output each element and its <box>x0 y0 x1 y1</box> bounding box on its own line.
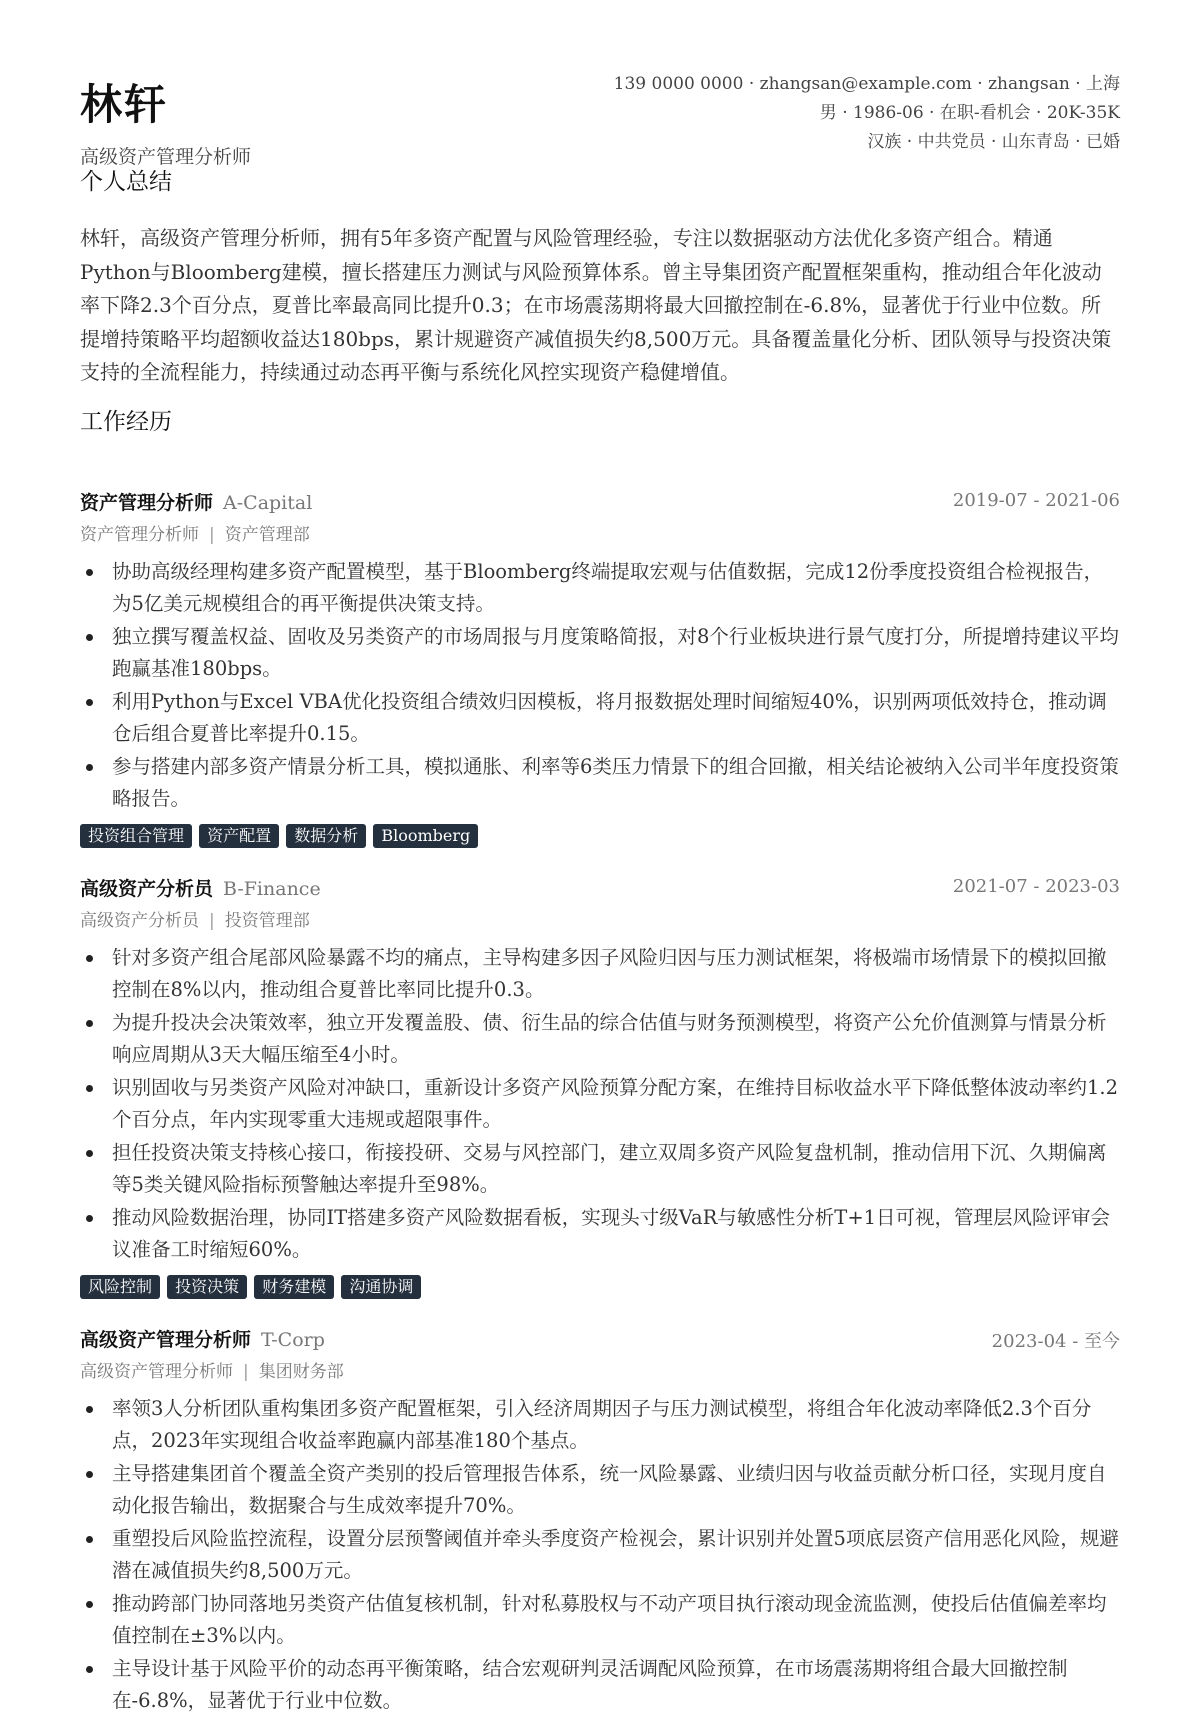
job-subtitle <box>80 1357 1120 1387</box>
bullet-item: 利用Python与Excel VBA优化投资组合绩效归因模板，将月报数据处理时间缩短40%，识别两项低效持仓，推动调仓后组合夏普比率提升0.15。 <box>80 686 1120 750</box>
contact-line: 汉族 · 中共党员 · 山东青岛 · 已婚 <box>867 132 1120 152</box>
skill-tags <box>80 1275 1120 1301</box>
job-company: B-Finance <box>223 878 321 900</box>
job-position: 资产管理分析师 <box>80 525 199 545</box>
bullet-item: 为提升投决会决策效率，独立开发覆盖股、债、衍生品的综合估值与财务预测模型，将资产公允价值测算与情景分析响应周期从3天大幅压缩至4小时。 <box>80 1007 1120 1071</box>
bullet-item: 重塑投后风险监控流程，设置分层预警阈值并牵头季度资产检视会，累计识别并处置5项底层资产信用恶化风险，规避潜在减值损失约8,500万元。 <box>80 1523 1120 1587</box>
separator: | <box>209 525 215 545</box>
bullet-item: 针对多资产组合尾部风险暴露不均的痛点，主导构建多因子风险归因与压力测试框架，将极端市场情景下的模拟回撤控制在8%以内，推动组合夏普比率同比提升0.3。 <box>80 942 1120 1006</box>
job-department: 投资管理部 <box>224 911 310 931</box>
skill-tag: 资产配置 <box>199 824 279 848</box>
bullet-item: 独立撰写覆盖权益、固收及另类资产的市场周报与月度策略简报，对8个行业板块进行景气度打分，所提增持建议平均跑赢基准180bps。 <box>80 621 1120 685</box>
separator: | <box>209 911 215 931</box>
job-entry <box>80 488 1120 850</box>
job-position: 高级资产分析员 <box>80 911 199 931</box>
contact-line: 139 0000 0000 · zhangsan@example.com · zhangsan · 上海 <box>613 74 1120 94</box>
job-position: 高级资产管理分析师 <box>80 1362 233 1382</box>
job-dates: 2023-04 - 至今 <box>991 1331 1120 1352</box>
skill-tag: Bloomberg <box>373 824 478 848</box>
skill-tag: 财务建模 <box>254 1275 334 1299</box>
job-entry <box>80 1325 1120 1718</box>
summary-heading: 个人总结 <box>80 169 172 195</box>
job-bullets <box>80 556 1120 815</box>
job-bullets <box>80 1393 1120 1717</box>
job-bullets <box>80 942 1120 1266</box>
job-dates: 2019-07 - 2021-06 <box>952 490 1120 511</box>
skill-tag: 投资决策 <box>167 1275 247 1299</box>
candidate-name: 林轩 <box>80 80 169 129</box>
bullet-item: 担任投资决策支持核心接口，衔接投研、交易与风控部门，建立双周多资产风险复盘机制，推动信用下沉、久期偏离等5类关键风险指标预警触达率提升至98%。 <box>80 1137 1120 1201</box>
job-role: 高级资产管理分析师 <box>80 1329 252 1351</box>
bullet-item: 参与搭建内部多资产情景分析工具，模拟通胀、利率等6类压力情景下的组合回撤，相关结论被纳入公司半年度投资策略报告。 <box>80 751 1120 815</box>
contact-line: 男 · 1986-06 · 在职-看机会 · 20K-35K <box>819 103 1120 123</box>
job-subtitle <box>80 906 1120 936</box>
job-header <box>80 874 1120 904</box>
job-department: 资产管理部 <box>224 525 310 545</box>
job-department: 集团财务部 <box>258 1362 344 1382</box>
bullet-item: 识别固收与另类资产风险对冲缺口，重新设计多资产风险预算分配方案，在维持目标收益水平下降低整体波动率约1.2个百分点，年内实现零重大违规或超限事件。 <box>80 1072 1120 1136</box>
skill-tag: 沟通协调 <box>341 1275 421 1299</box>
job-dates: 2021-07 - 2023-03 <box>952 876 1120 897</box>
job-role: 资产管理分析师 <box>80 492 214 514</box>
bullet-item: 主导设计基于风险平价的动态再平衡策略，结合宏观研判灵活调配风险预算，在市场震荡期将组合最大回撤控制在-6.8%，显著优于行业中位数。 <box>80 1653 1120 1717</box>
skill-tag: 数据分析 <box>286 824 366 848</box>
bullet-item: 率领3人分析团队重构集团多资产配置框架，引入经济周期因子与压力测试模型，将组合年化波动率降低2.3个百分点，2023年实现组合收益率跑赢内部基准180个基点。 <box>80 1393 1120 1457</box>
skill-tags <box>80 824 1120 850</box>
job-header <box>80 488 1120 518</box>
summary-text: 林轩，高级资产管理分析师，拥有5年多资产配置与风险管理经验，专注以数据驱动方法优化多资产组合。精通Python与Bloomberg建模，擅长搭建压力测试与风险预算体系。曾主导集团资产配置框架重构，推动组合年化波动率下降2.3个百分点，夏普比率最高同比提升0.3；在市场震荡期将最大回撤控制在-6.8%，显著优于行业中位数。所提增持策略平均超额收益达180bps，累计规避资产减值损失约8,500万元。具备覆盖量化分析、团队领导与投资决策支持的全流程能力，持续通过动态再平衡与系统化风控实现资产稳健增值。 <box>80 226 1112 384</box>
bullet-item: 推动风险数据治理，协同IT搭建多资产风险数据看板，实现头寸级VaR与敏感性分析T+1日可视，管理层风险评审会议准备工时缩短60%。 <box>80 1202 1120 1266</box>
skill-tag: 投资组合管理 <box>80 824 192 848</box>
job-subtitle <box>80 520 1120 550</box>
bullet-item: 推动跨部门协同落地另类资产估值复核机制，针对私募股权与不动产项目执行滚动现金流监测，使投后估值偏差率均值控制在±3%以内。 <box>80 1588 1120 1652</box>
bullet-item: 协助高级经理构建多资产配置模型，基于Bloomberg终端提取宏观与估值数据，完成12份季度投资组合检视报告，为5亿美元规模组合的再平衡提供决策支持。 <box>80 556 1120 620</box>
resume-page <box>80 0 1120 1712</box>
skill-tag: 风险控制 <box>80 1275 160 1299</box>
job-entry <box>80 874 1120 1301</box>
contact-info <box>614 70 1120 157</box>
job-company: T-Corp <box>261 1329 325 1351</box>
job-company: A-Capital <box>223 492 313 514</box>
job-role: 高级资产分析员 <box>80 878 214 900</box>
separator: | <box>243 1362 249 1382</box>
experience-heading: 工作经历 <box>80 409 172 435</box>
bullet-item: 主导搭建集团首个覆盖全资产类别的投后管理报告体系，统一风险暴露、业绩归因与收益贡献分析口径，实现月度自动化报告输出，数据聚合与生成效率提升70%。 <box>80 1458 1120 1522</box>
job-header <box>80 1325 1120 1355</box>
candidate-title: 高级资产管理分析师 <box>80 146 252 168</box>
